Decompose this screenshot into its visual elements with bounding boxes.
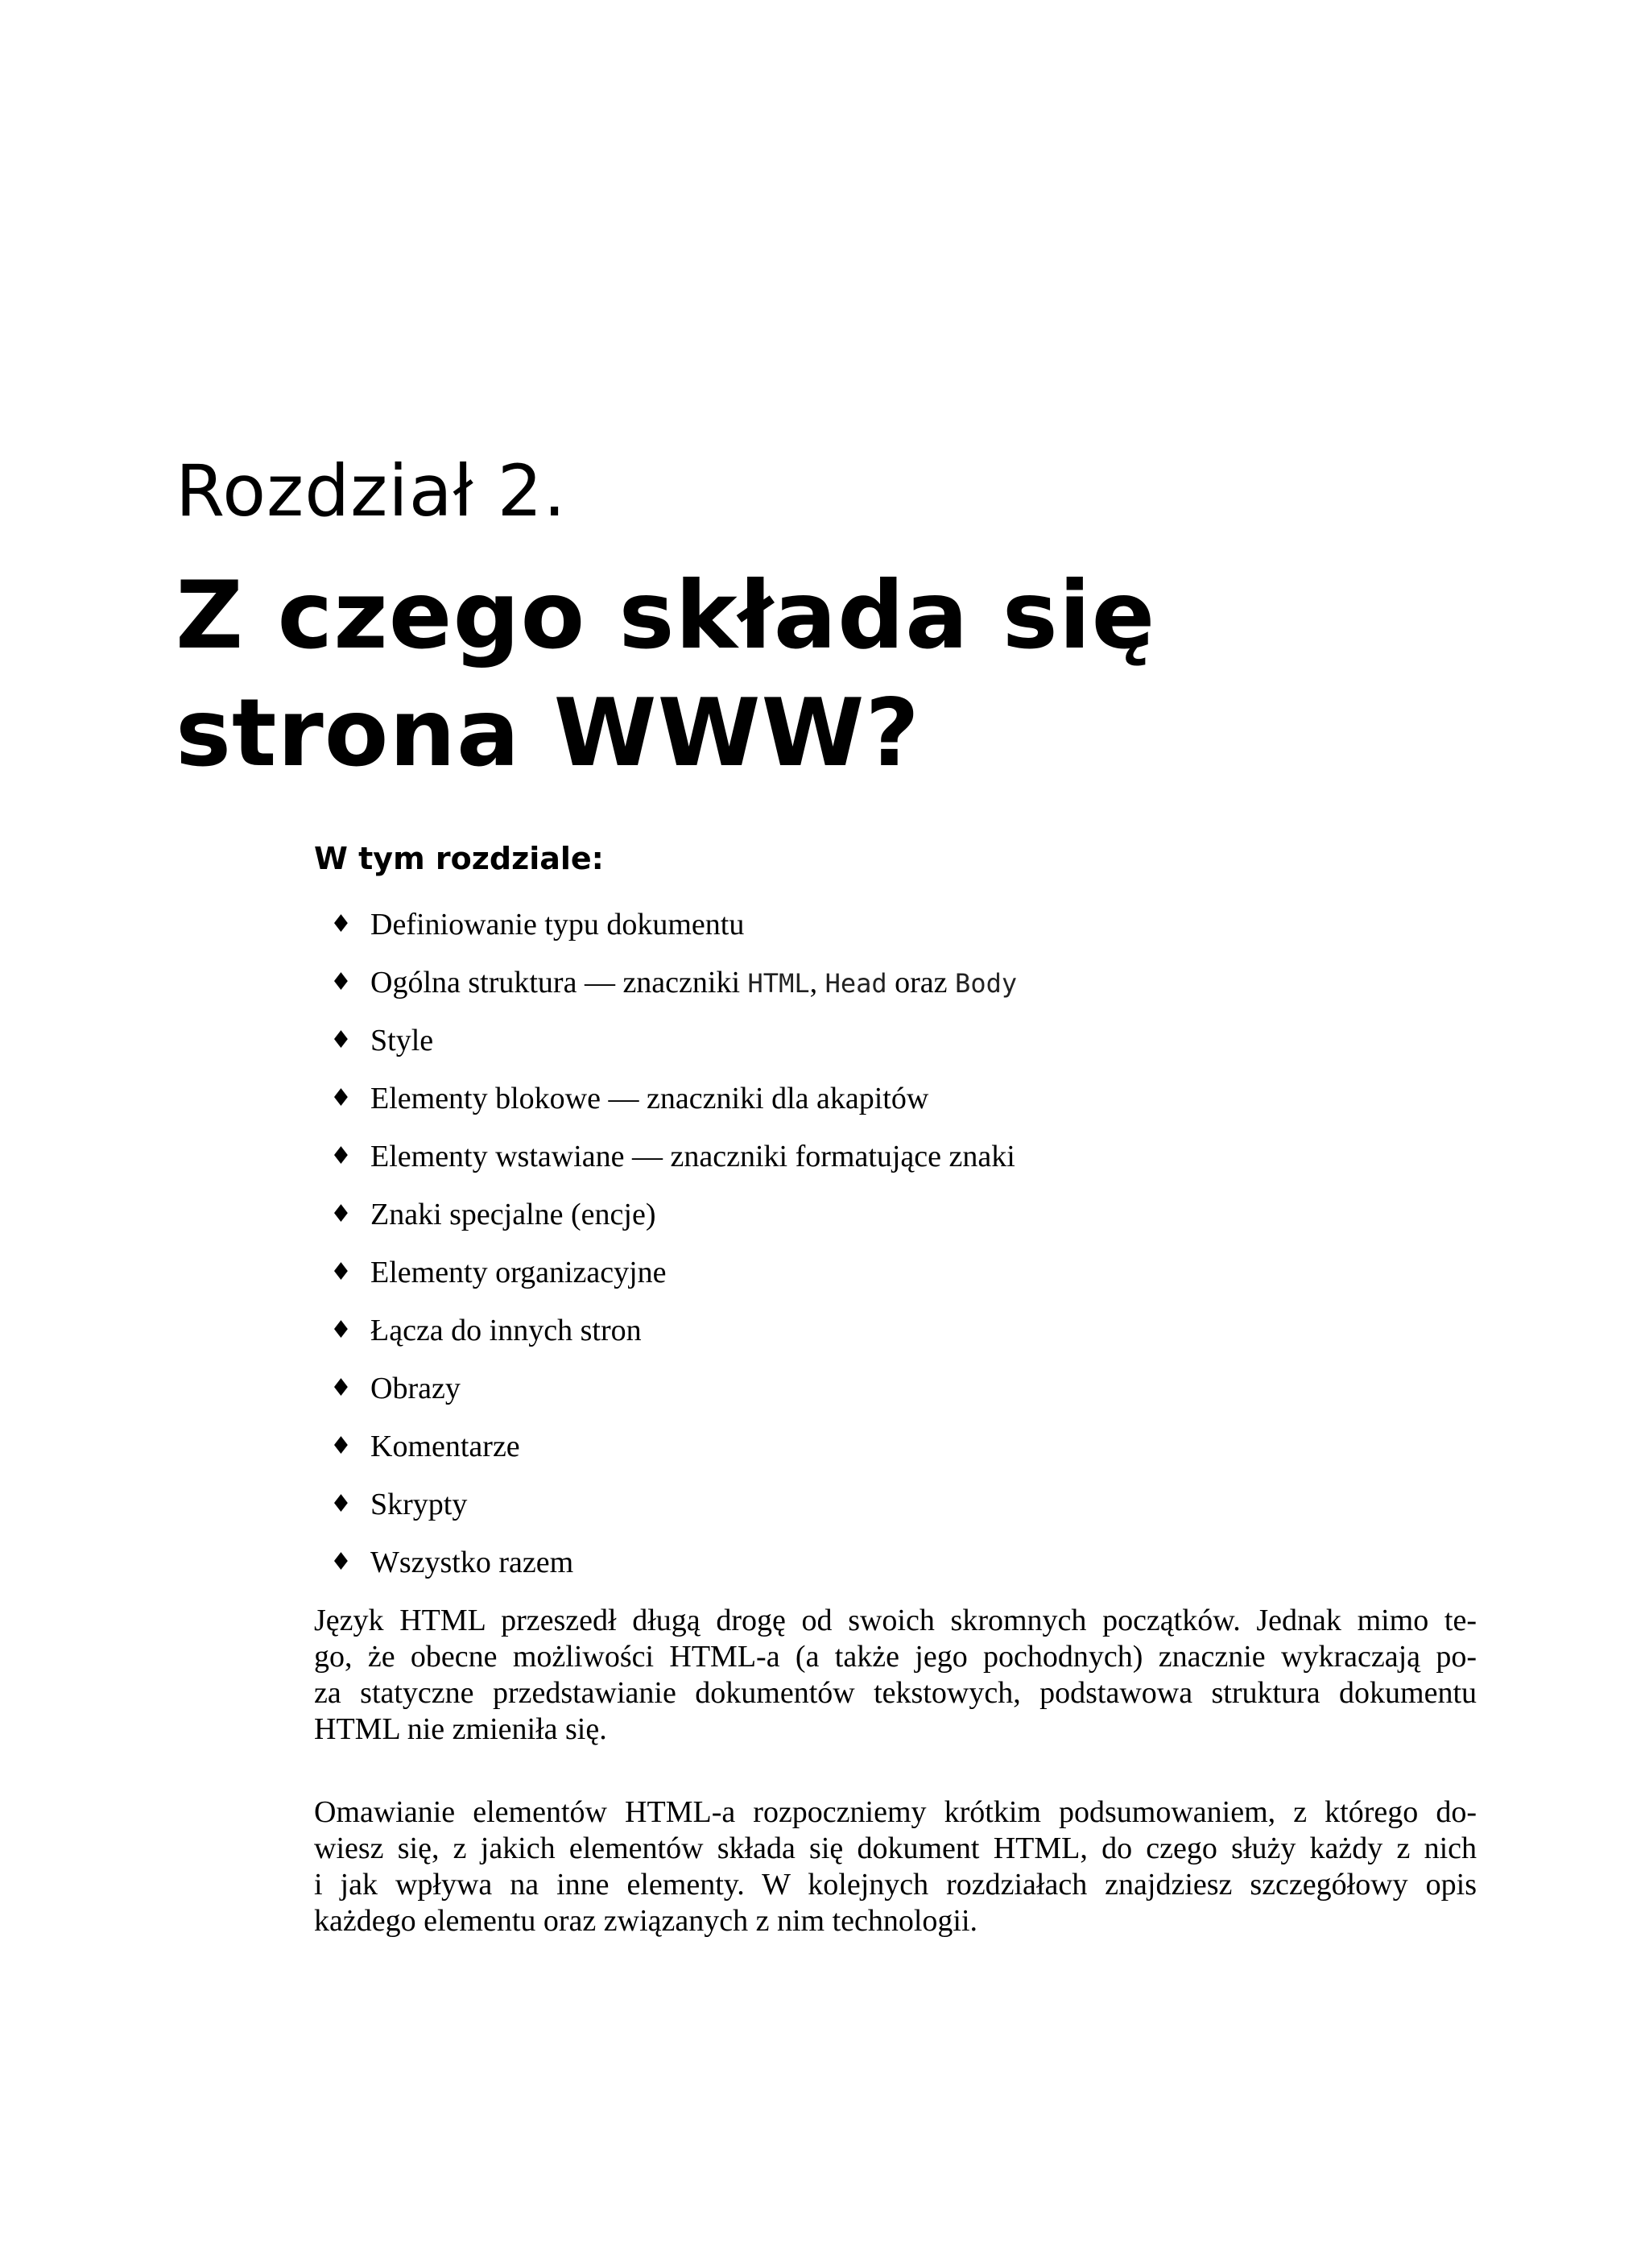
toc-item-text-part: , bbox=[809, 965, 825, 999]
toc-item bbox=[330, 1475, 1017, 1533]
toc-item bbox=[330, 1360, 1017, 1418]
toc-item bbox=[330, 954, 1017, 1012]
diamond-bullet-icon: ♦ bbox=[330, 1200, 352, 1228]
paragraph-line: za statyczne przedstawianie dokumentów tekstowych, podstawowa struktura dokumentu bbox=[314, 1676, 1477, 1710]
toc-item-text: Łącza do innych stron bbox=[370, 1314, 642, 1347]
toc-item bbox=[330, 1186, 1017, 1244]
toc-heading: W tym rozdziale: bbox=[314, 841, 604, 876]
paragraph-line: HTML nie zmieniła się. bbox=[314, 1712, 607, 1746]
toc-item-text: Definiowanie typu dokumentu bbox=[370, 908, 745, 942]
paragraph-line: każdego elementu oraz związanych z nim technologii. bbox=[314, 1904, 978, 1938]
code-term: HTML bbox=[747, 967, 810, 999]
toc-item bbox=[330, 1244, 1017, 1302]
chapter-title-line: Z czego składa się bbox=[176, 561, 1156, 670]
code-term: Head bbox=[824, 967, 887, 999]
paragraph-line: go, że obecne możliwości HTML-a (a także jego pochodnych) znacznie wykraczają po- bbox=[314, 1640, 1477, 1674]
toc-item bbox=[330, 1128, 1017, 1186]
toc-item bbox=[330, 1070, 1017, 1128]
toc-item bbox=[330, 1418, 1017, 1475]
overview-paragraph bbox=[314, 1794, 1477, 1939]
diamond-bullet-icon: ♦ bbox=[330, 1548, 352, 1576]
diamond-bullet-icon: ♦ bbox=[330, 1316, 352, 1344]
toc-item bbox=[330, 1302, 1017, 1360]
paragraph-line: i jak wpływa na inne elementy. W kolejnych rozdziałach znajdziesz szczegółowy opis bbox=[314, 1868, 1477, 1902]
chapter-label: Rozdział 2. bbox=[176, 449, 567, 532]
chapter-title-line: strona WWW? bbox=[176, 679, 920, 788]
toc-item-text: Wszystko razem bbox=[370, 1546, 574, 1579]
paragraph-line: Omawianie elementów HTML-a rozpoczniemy krótkim podsumowaniem, z którego do- bbox=[314, 1795, 1477, 1829]
chapter-title bbox=[176, 557, 1383, 793]
paragraph-line: wiesz się, z jakich elementów składa się dokument HTML, do czego służy każdy z nich bbox=[314, 1831, 1477, 1865]
diamond-bullet-icon: ♦ bbox=[330, 1490, 352, 1518]
toc-item-text: Obrazy bbox=[370, 1372, 461, 1405]
paragraph-line: Język HTML przeszedł długą drogę od swoich skromnych początków. Jednak mimo te- bbox=[314, 1604, 1477, 1637]
diamond-bullet-icon: ♦ bbox=[330, 910, 352, 938]
toc-item-text: Komentarze bbox=[370, 1430, 520, 1463]
diamond-bullet-icon: ♦ bbox=[330, 1084, 352, 1112]
toc-item-text: Style bbox=[370, 1024, 434, 1057]
diamond-bullet-icon: ♦ bbox=[330, 1026, 352, 1054]
toc-item-text bbox=[370, 962, 1017, 1004]
toc-item bbox=[330, 896, 1017, 954]
diamond-bullet-icon: ♦ bbox=[330, 1142, 352, 1170]
toc-item-text-part: Ogólna struktura — znaczniki bbox=[370, 965, 748, 999]
toc-item-text: Skrypty bbox=[370, 1488, 468, 1521]
diamond-bullet-icon: ♦ bbox=[330, 1258, 352, 1286]
intro-paragraph bbox=[314, 1603, 1477, 1748]
toc-item-text: Elementy wstawiane — znaczniki formatujące znaki bbox=[370, 1140, 1015, 1173]
toc-item-text: Znaki specjalne (encje) bbox=[370, 1198, 656, 1231]
toc-item-text-part: oraz bbox=[886, 965, 956, 999]
diamond-bullet-icon: ♦ bbox=[330, 1374, 352, 1402]
toc-list bbox=[330, 896, 1017, 1591]
toc-item bbox=[330, 1533, 1017, 1591]
toc-item-text: Elementy blokowe — znaczniki dla akapitów bbox=[370, 1082, 929, 1115]
diamond-bullet-icon: ♦ bbox=[330, 968, 352, 996]
toc-item-text: Elementy organizacyjne bbox=[370, 1256, 667, 1289]
diamond-bullet-icon: ♦ bbox=[330, 1432, 352, 1460]
code-term: Body bbox=[955, 967, 1018, 999]
toc-item bbox=[330, 1012, 1017, 1070]
